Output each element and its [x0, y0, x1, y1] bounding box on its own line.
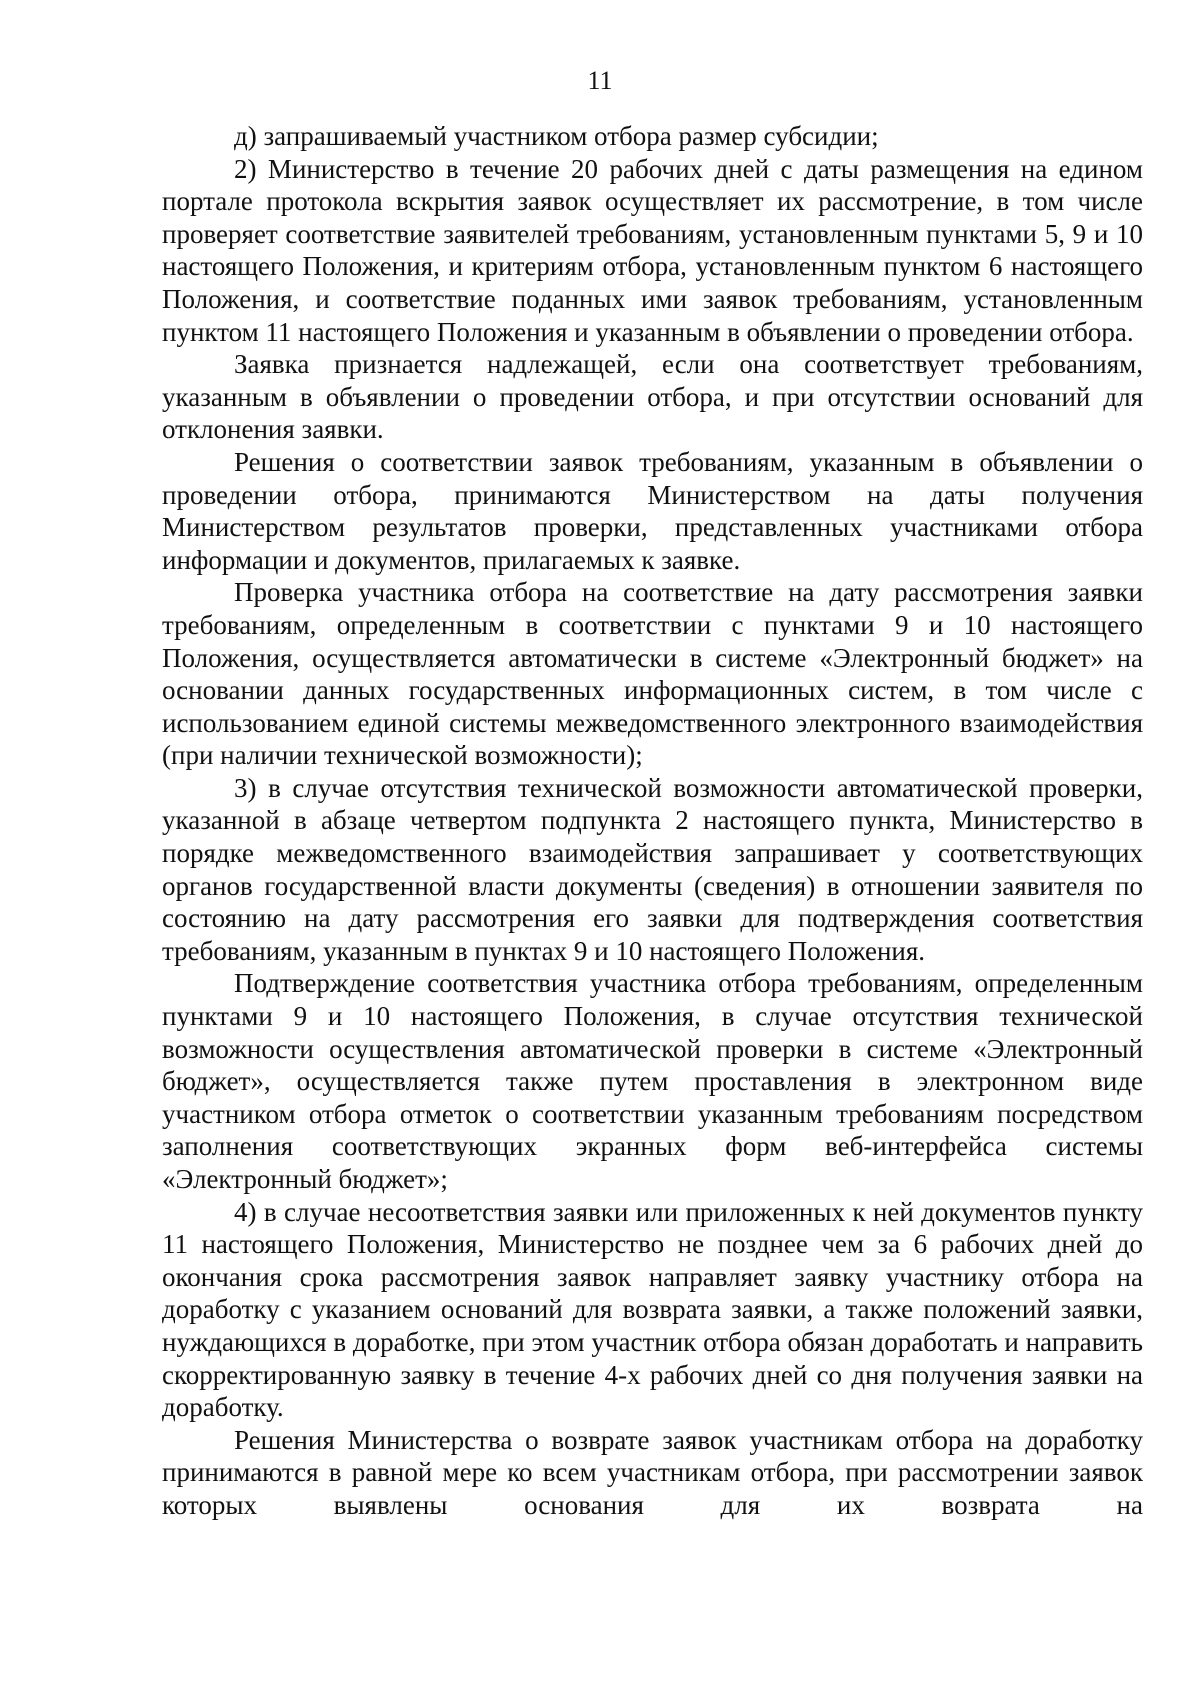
paragraph-compliance-confirmation: Подтверждение соответствия участника отбора требованиям, определенным пунктами 9 и 10 настоящего Положения, в случае отсутствия технической возможности осуществления автоматической проверки в системе «Электронный бюджет», осуществляется также путем проставления в электронном виде участником отбора отметок о соответствии указанным требованиям посредством заполнения соответствующих экранных форм веб-интерфейса системы «Электронный бюджет»;: [162, 968, 1143, 1194]
paragraph-3-interagency-request: 3) в случае отсутствия технической возможности автоматической проверки, указанной в абзаце четвертом подпункта 2 настоящего пункта, Министерство в порядке межведомственного взаимодействия запрашивает у соответствующих органов государственной власти документы (сведения) в отношении заявителя по состоянию на дату рассмотрения его заявки для подтверждения соответствия требованиям, указанным в пунктах 9 и 10 настоящего Положения.: [162, 772, 1143, 966]
document-body: [162, 120, 1143, 1522]
page-number: 11: [587, 66, 613, 95]
paragraph-d-subsidy-amount: д) запрашиваемый участником отбора размер субсидии;: [234, 121, 879, 151]
paragraph-application-proper: Заявка признается надлежащей, если она соответствует требованиям, указанным в объявлении о проведении отбора, и при отсутствии оснований для отклонения заявки.: [162, 349, 1143, 445]
paragraph-return-decisions: Решения Министерства о возврате заявок участникам отбора на доработку принимаются в равной мере ко всем участникам отбора, при рассмотрении заявок которых выявлены основания для их возврата на: [162, 1424, 1143, 1520]
paragraph-compliance-decisions: Решения о соответствии заявок требованиям, указанным в объявлении о проведении отбора, принимаются Министерством на даты получения Министерством результатов проверки, представленных участниками отбора информации и документов, прилагаемых к заявке.: [162, 446, 1143, 575]
paragraph-2-ministry-review: 2) Министерство в течение 20 рабочих дней с даты размещения на едином портале протокола вскрытия заявок осуществляет их рассмотрение, в том числе проверяет соответствие заявителей требованиям, установленным пунктами 5, 9 и 10 настоящего Положения, и критериям отбора, установленным пунктом 6 настоящего Положения, и соответствие поданных ими заявок требованиям, установленным пунктом 11 настоящего Положения и указанным в объявлении о проведении отбора.: [162, 153, 1143, 347]
paragraph-4-return-for-revision: 4) в случае несоответствия заявки или приложенных к ней документов пункту 11 настоящего Положения, Министерство не позднее чем за 6 рабочих дней до окончания срока рассмотрения заявок направляет заявку участнику отбора на доработку с указанием оснований для возврата заявки, а также положений заявки, нуждающихся в доработке, при этом участник отбора обязан доработать и направить скорректированную заявку в течение 4-х рабочих дней со дня получения заявки на доработку.: [162, 1196, 1143, 1423]
paragraph-automatic-check: Проверка участника отбора на соответствие на дату рассмотрения заявки требованиям, определенным в соответствии с пунктами 9 и 10 настоящего Положения, осуществляется автоматически в системе «Электронный бюджет» на основании данных государственных информационных систем, в том числе с использованием единой системы межведомственного электронного взаимодействия (при наличии технической возможности);: [162, 577, 1143, 771]
